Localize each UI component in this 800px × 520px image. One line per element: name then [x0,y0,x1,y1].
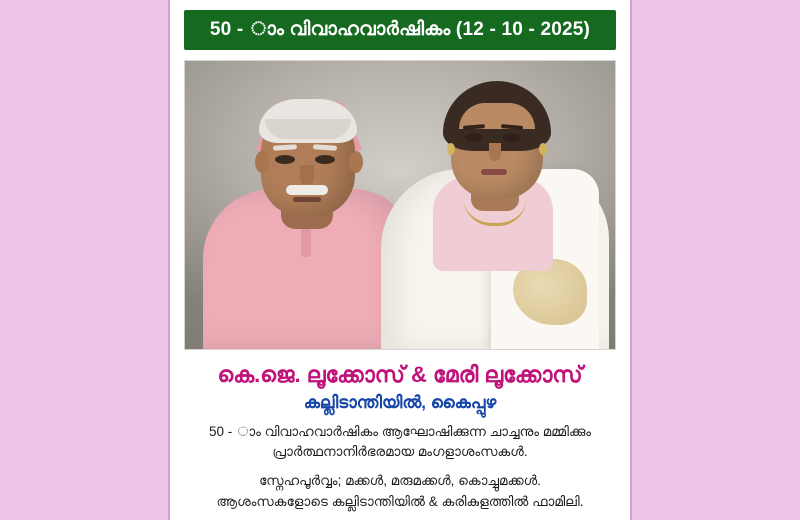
person-woman [381,81,609,349]
banner-title: 50 - ാം വിവാഹവാർഷികം (12 - 10 - 2025) [209,19,591,40]
signoff-block [184,471,616,512]
man-eye-right [315,155,335,164]
anniversary-card [168,0,632,520]
anniversary-banner [184,10,616,50]
greeting-message-line: 50 - ാം വിവാഹവാർഷികം ആഘോഷിക്കുന്ന ചാച്ചനും മമ്മിക്കും [208,424,592,440]
woman-earring-left [447,143,455,155]
woman-eye-right [503,133,521,142]
woman-eye-left [465,133,483,142]
woman-nose [489,143,501,161]
man-ear-right [349,151,363,173]
man-mouth [293,197,321,202]
signoff-line: ആശംസകളോടെ കല്ലിടാന്തിയിൽ & കരികുളത്തിൽ ഫാമിലി. [216,493,584,509]
woman-mouth [481,169,507,175]
greeting-message-line: പ്രാർത്ഥനാനിർഭരമായ മംഗളാശംസകൾ. [272,443,528,459]
couple-names: കെ.ജെ. ലൂക്കോസ് & മേരി ലൂക്കോസ് [217,362,583,387]
man-nose [300,165,314,185]
couple-photograph [184,60,616,350]
background-left-field [0,0,168,520]
card-text-block [184,362,616,512]
background-right-field [632,0,800,520]
house-and-place: കല്ലിടാന്തിയിൽ, കൈപ്പുഴ [303,393,497,413]
woman-earring-right [539,143,547,155]
signoff-line: സ്നേഹപൂർവ്വം; മക്കൾ, മരുമക്കൾ, കൊച്ചുമക്കൾ. [259,473,541,489]
man-hair [259,99,357,143]
greeting-message [184,422,616,461]
man-ear-left [255,151,269,173]
man-eye-left [275,155,295,164]
man-moustache [286,185,328,195]
